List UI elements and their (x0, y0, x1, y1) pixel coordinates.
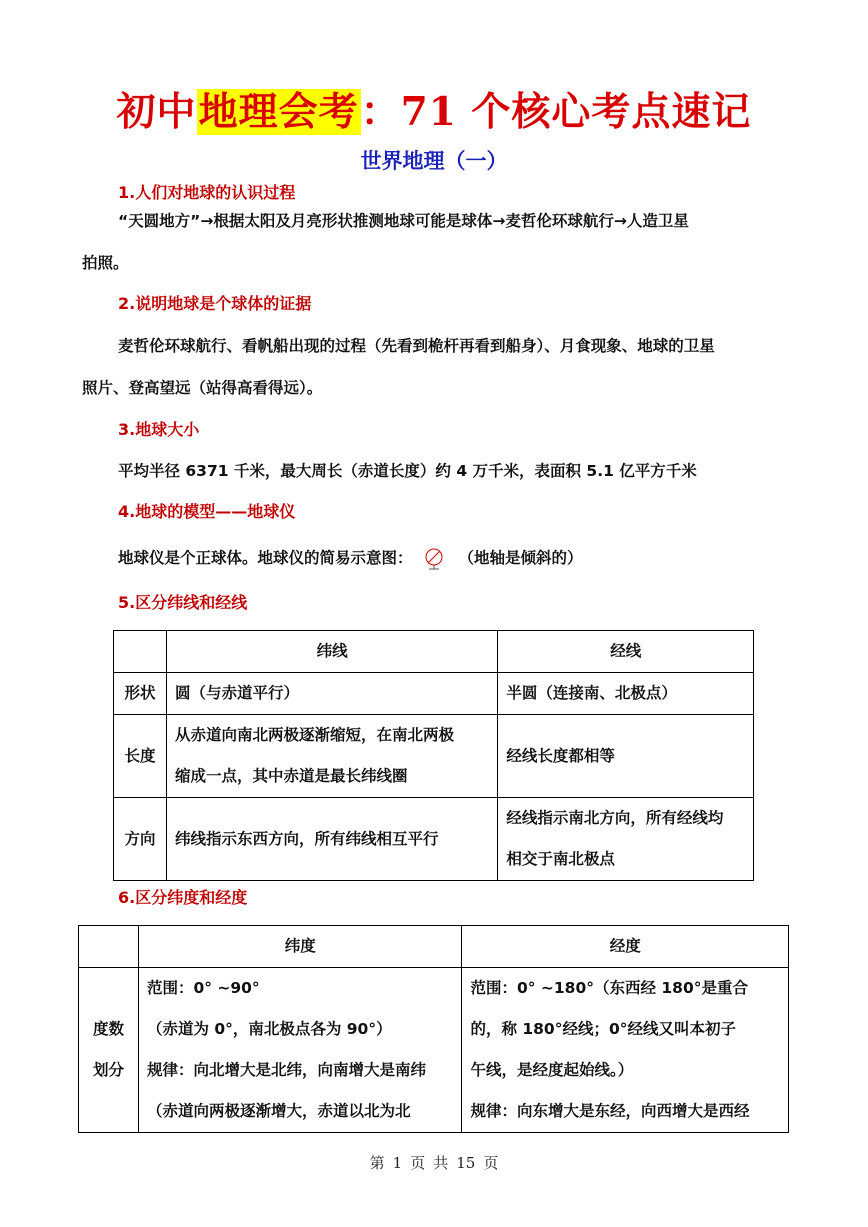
cell-line: 经线指示南北方向，所有经线均 (506, 809, 724, 827)
footer-word: 页 (410, 1154, 426, 1172)
cell-line: 午线，是经度起始线。） (470, 1061, 634, 1079)
latitude-longitude-degrees-table (78, 925, 789, 1133)
table-cell (498, 715, 754, 798)
footer-page-number: 1 (392, 1154, 403, 1172)
footer-total-pages: 15 (456, 1154, 476, 1172)
page-footer (0, 1152, 868, 1173)
table-header-cell: 经度 (462, 926, 789, 968)
page-title (0, 86, 868, 138)
section-1-line1: “天圆地方”→根据太阳及月亮形状推测地球可能是球体→麦哲伦环球航行→人造卫星 (118, 212, 689, 230)
cell-line: 规律：向东增大是东经，向西增大是西经 (470, 1102, 750, 1120)
table-row (114, 673, 754, 715)
table-row (79, 968, 789, 1133)
table-header-cell (114, 631, 167, 673)
table-header-cell: 纬线 (166, 631, 497, 673)
latitude-longitude-lines-table (113, 630, 754, 881)
table-cell (462, 968, 789, 1133)
cell-line: 半圆（连接南、北极点） (506, 684, 677, 702)
table-cell (498, 798, 754, 881)
cell-line: 相交于南北极点 (506, 850, 615, 868)
section-5-heading: 5.区分纬线和经线 (118, 593, 248, 612)
table-cell (498, 673, 754, 715)
section-4-line-post: （地轴是倾斜的） (458, 549, 583, 567)
row-label-line: 度数 (92, 1020, 124, 1038)
table-header-cell (79, 926, 139, 968)
row-label: 方向 (114, 798, 167, 881)
table-cell (166, 715, 497, 798)
title-suffix: ：71 个核心考点速记 (360, 89, 752, 135)
table-header-cell: 纬度 (138, 926, 462, 968)
table-header-row (114, 631, 754, 673)
section-2-line1: 麦哲伦环球航行、看帆船出现的过程（先看到桅杆再看到船身）、月食现象、地球的卫星 (118, 337, 715, 355)
table-row (114, 798, 754, 881)
table-header-cell: 经线 (498, 631, 754, 673)
title-prefix: 初中 (116, 89, 197, 135)
cell-line: 的，称 180°经线；0°经线又叫本初子 (470, 1020, 736, 1038)
row-label-line: 划分 (92, 1061, 124, 1079)
footer-word: 第 (369, 1154, 385, 1172)
section-4-line (118, 546, 583, 571)
cell-line: 范围：0° ~90° (146, 979, 260, 997)
footer-word: 共 (433, 1154, 449, 1172)
section-1-line2: 拍照。 (82, 254, 129, 272)
section-1-heading: 1.人们对地球的认识过程 (118, 183, 296, 202)
row-label (79, 968, 139, 1133)
section-4-heading: 4.地球的模型——地球仪 (118, 502, 296, 521)
page-subtitle: 世界地理（一） (360, 149, 508, 173)
row-label: 形状 (114, 673, 167, 715)
row-label: 长度 (114, 715, 167, 798)
table-header-row (79, 926, 789, 968)
cell-line: 从赤道向南北两极逐渐缩短，在南北两极 (174, 726, 454, 744)
section-3-heading: 3.地球大小 (118, 420, 200, 439)
cell-line: 圆（与赤道平行） (174, 684, 299, 702)
table-cell (138, 968, 462, 1133)
section-2-line2: 照片、登高望远（站得高看得远）。 (82, 379, 323, 397)
cell-line: 经线长度都相等 (506, 746, 615, 765)
section-4-line-pre: 地球仪是个正球体。地球仪的简易示意图： (118, 549, 413, 567)
section-3-line1: 平均半径 6371 千米，最大周长（赤道长度）约 4 万千米，表面积 5.1 亿平方千米 (118, 462, 697, 480)
cell-line: 纬线指示东西方向，所有纬线相互平行 (174, 829, 439, 848)
cell-line: （赤道向两极逐渐增大，赤道以北为北 (146, 1102, 411, 1120)
section-2-heading: 2.说明地球是个球体的证据 (118, 294, 312, 313)
table-row (114, 715, 754, 798)
cell-line: 范围：0° ~180°（东西经 180°是重合 (470, 979, 748, 997)
cell-line: 规律：向北增大是北纬，向南增大是南纬 (146, 1061, 426, 1079)
cell-line: 缩成一点，其中赤道是最长纬线圈 (174, 767, 408, 785)
cell-line: （赤道为 0°，南北极点各为 90°） (146, 1020, 392, 1038)
section-6-heading: 6.区分纬度和经度 (118, 888, 248, 907)
globe-diagram-icon (421, 547, 447, 571)
table-cell (166, 673, 497, 715)
title-highlight: 地理会考 (198, 89, 359, 135)
footer-word: 页 (483, 1154, 499, 1172)
table-cell (166, 798, 497, 881)
